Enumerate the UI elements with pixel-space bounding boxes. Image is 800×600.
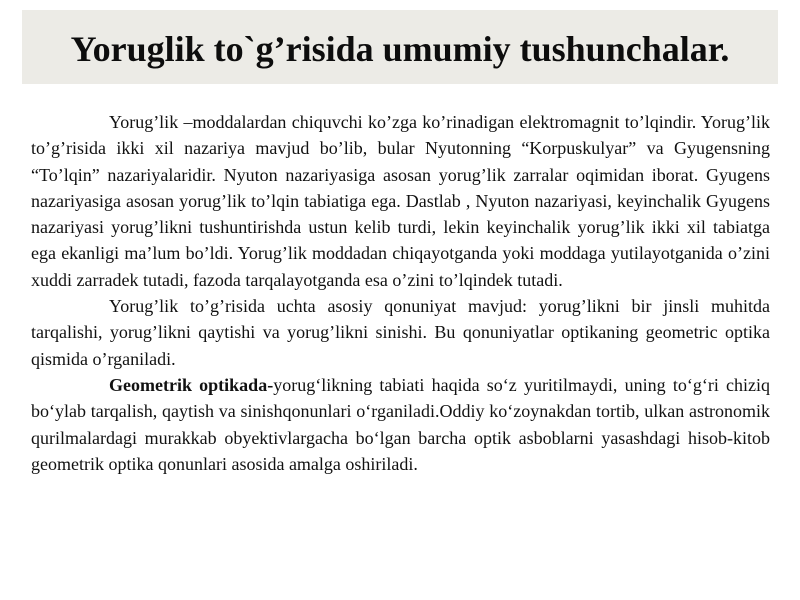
paragraph-light-definition <box>31 109 770 293</box>
paragraph-geometric-optics <box>31 372 770 477</box>
paragraph-text: Yorug’lik –moddalardan chiquvchi ko’zga ko’rinadigan elektromagnit to’lqindir. Yorug’lik to’g’risida ikki xil nazariya mavjud bo’lib, bular Nyutonning “Korpuskulyar” va Gyugensning “To’lqin” nazariyalaridir. Nyuton nazariyasiga asosan yorug’lik zarralar oqimidan iborat. Gyugens nazariyasiga asosan yorug’lik to’lqin tabiatiga ega. Dastlab , Nyuton nazariyasi, keyinchalik Gyugens nazariyasi yorug’likni tushuntirishda ustun kelib turdi, lekin keyinchalik yorug’lik ikki xil tabiatga ega ekanligi ma’lum bo’ldi. Yorug’lik moddadan chiqayotganda yoki moddaga yutilayotganida o’zini xuddi zarradek tutadi, fazoda tarqalayotganda esa o’zini to’lqindek tutadi. <box>31 112 770 290</box>
slide-title: Yoruglik to`g’risida umumiy tushunchalar. <box>70 29 730 69</box>
slide-body <box>31 109 770 477</box>
paragraph-text: Yorug’lik to’g’risida uchta asosiy qonuniyat mavjud: yorug’likni bir jinsli muhitda tarqalishi, yorug’likni qaytishi va yorug’likni sinishi. Bu qonuniyatlar optikaning geometric optika qismida o’rganiladi. <box>31 296 770 369</box>
paragraph-text: yorug‘likning tabiati haqida so‘z yuritilmaydi, uning to‘g‘ri chiziq bo‘ylab tarqalish, qaytish va sinishqonunlari o‘rganiladi.Oddiy ko‘zoynakdan tortib, ulkan astronomik qurilmalardagi murakkab obyektivlargacha bo‘lgan barcha optik asboblarni yasashdagi hisob-kitob geometrik optika qonunlari asosida amalga oshiriladi. <box>31 374 770 474</box>
paragraph-light-laws <box>31 293 770 372</box>
title-bar <box>22 10 778 84</box>
term-geometric-optics: Geometrik optikada- <box>109 374 274 395</box>
